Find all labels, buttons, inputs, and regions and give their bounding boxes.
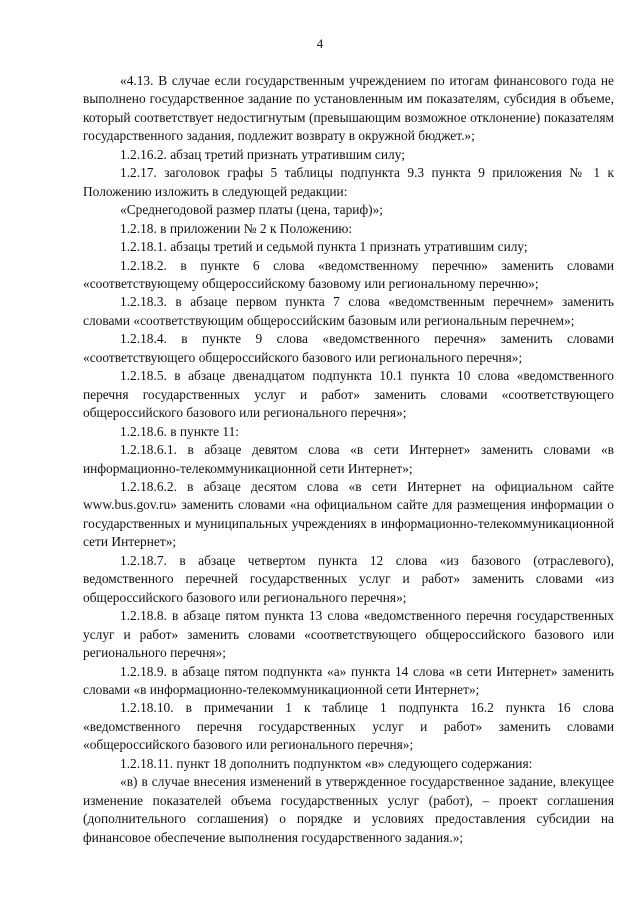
paragraph-1-2-18-10: 1.2.18.10. в примечании 1 к таблице 1 подпункта 16.2 пункта 16 слова «ведомственного перечня государственных услуг и работ» заменить словами «общероссийского базового или регионального перечня»; <box>83 700 614 753</box>
paragraph-1-2-18-1: 1.2.18.1. абзацы третий и седьмой пункта 1 признать утратившим силу; <box>120 239 528 255</box>
paragraph-1-2-18-2: 1.2.18.2. в пункте 6 слова «ведомственному перечню» заменить словами «соответствующему общероссийскому базовому или региональному перечню»; <box>83 257 614 291</box>
paragraph-1-2-18-3: 1.2.18.3. в абзаце первом пункта 7 слова «ведомственным перечнем» заменить словами «соответствующим общероссийским базовым или региональным перечнем»; <box>83 294 614 328</box>
paragraph-1-2-18-6-2: 1.2.18.6.2. в абзаце десятом слова «в сети Интернет на официальном сайте www.bus.gov.ru» заменить словами «на официальном сайте для размещения информации о государственных и муниципальных учреждениях в информационно-телекоммуникационной сети Интернет»; <box>83 478 614 550</box>
paragraph-1-2-18-9: 1.2.18.9. в абзаце пятом подпункта «а» пункта 14 слова «в сети Интернет» заменить словами «в информационно-телекоммуникационной сети Интернет»; <box>83 663 614 697</box>
document-body <box>83 72 614 847</box>
paragraph-1-2-17: 1.2.17. заголовок графы 5 таблицы подпункта 9.3 пункта 9 приложения № 1 к Положению изложить в следующей редакции: <box>83 165 614 199</box>
paragraph-1-2-18: 1.2.18. в приложении № 2 к Положению: <box>120 220 353 236</box>
paragraph-1-2-18-6: 1.2.18.6. в пункте 11: <box>120 423 239 439</box>
paragraph-subpoint-v-quote: «в) в случае внесения изменений в утвержденное государственное задание, влекущее изменение показателей объема государственных услуг (работ), – проект соглашения (дополнительного соглашения) о порядке и условиях предоставления субсидии на финансовое обеспечение выполнения государственного задания.»; <box>83 774 614 845</box>
page-number: 4 <box>316 36 324 51</box>
paragraph-1-2-16-2: 1.2.16.2. абзац третий признать утратившим силу; <box>120 146 405 162</box>
paragraph-1-2-18-11: 1.2.18.11. пункт 18 дополнить подпунктом «в» следующего содержания: <box>120 755 533 771</box>
paragraph-1-2-18-6-1: 1.2.18.6.1. в абзаце девятом слова «в сети Интернет» заменить словами «в информационно-телекоммуникационной сети Интернет»; <box>83 442 614 476</box>
paragraph-1-2-18-4: 1.2.18.4. в пункте 9 слова «ведомственного перечня» заменить словами «соответствующего общероссийского базового или регионального перечня»; <box>83 331 614 365</box>
paragraph-new-column-title: «Среднегодовой размер платы (цена, тариф)»; <box>120 202 384 218</box>
paragraph-1-2-18-7: 1.2.18.7. в абзаце четвертом пункта 12 слова «из базового (отраслевого), ведомственного перечней государственных услуг и работ» заменить словами «из общероссийского базового или регионального перечня»; <box>83 552 614 605</box>
paragraph-4-13-quote: «4.13. В случае если государственным учреждением по итогам финансового года не выполнено государственное задание по установленным им показателям, субсидия в объеме, который соответствует недостигнутым (превышающим возможное отклонение) показателям государственного задания, подлежит возврату в окружной бюджет.»; <box>83 73 614 144</box>
paragraph-1-2-18-5: 1.2.18.5. в абзаце двенадцатом подпункта 10.1 пункта 10 слова «ведомственного перечня государственных услуг и работ» заменить словами «соответствующего общероссийского базового или регионального перечня»; <box>83 368 614 421</box>
paragraph-1-2-18-8: 1.2.18.8. в абзаце пятом пункта 13 слова «ведомственного перечня государственных услуг и работ» заменить словами «соответствующего общероссийского базового или регионального перечня»; <box>83 608 614 661</box>
